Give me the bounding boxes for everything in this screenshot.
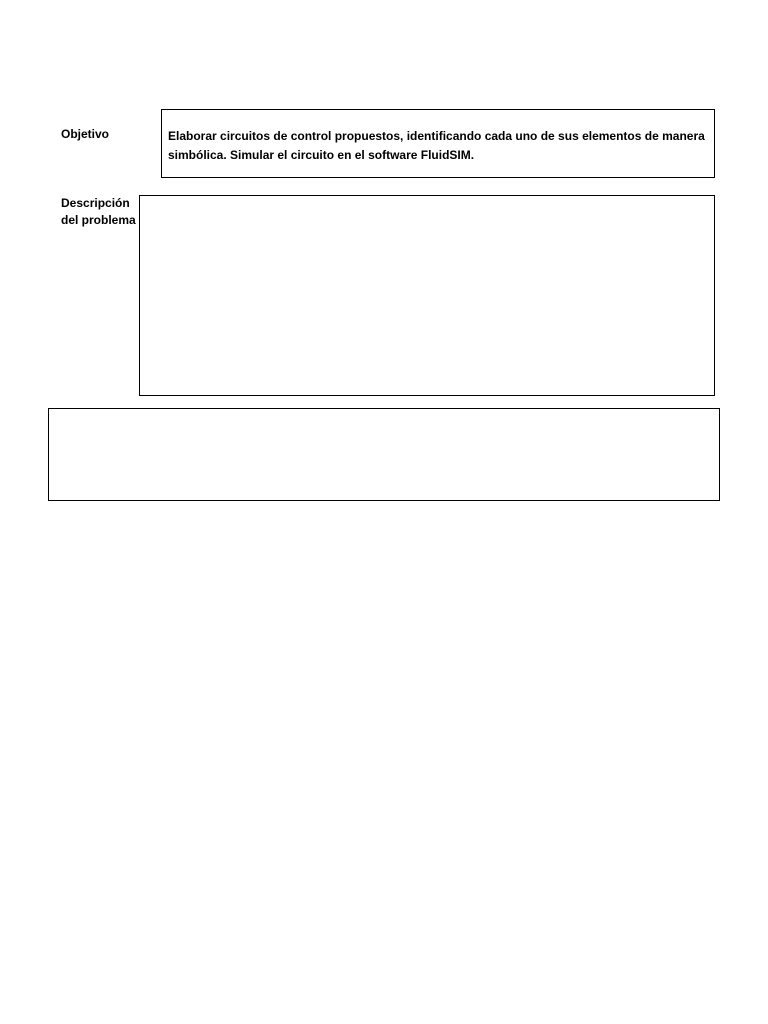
- objetivo-label-text: Objetivo: [61, 127, 110, 141]
- objetivo-text: Elaborar circuitos de control propuestos, identificando cada uno de sus elementos de manera simbólica. Simular el circuito en el software FluidSIM.: [168, 129, 705, 162]
- descripcion-label-line1: Descripción: [61, 196, 130, 210]
- bottom-box: [48, 408, 720, 501]
- descripcion-box: [139, 195, 715, 396]
- descripcion-label-line2: del problema: [61, 213, 136, 227]
- objetivo-box: [161, 109, 715, 178]
- objetivo-label: [61, 126, 109, 143]
- descripcion-label: [61, 195, 143, 229]
